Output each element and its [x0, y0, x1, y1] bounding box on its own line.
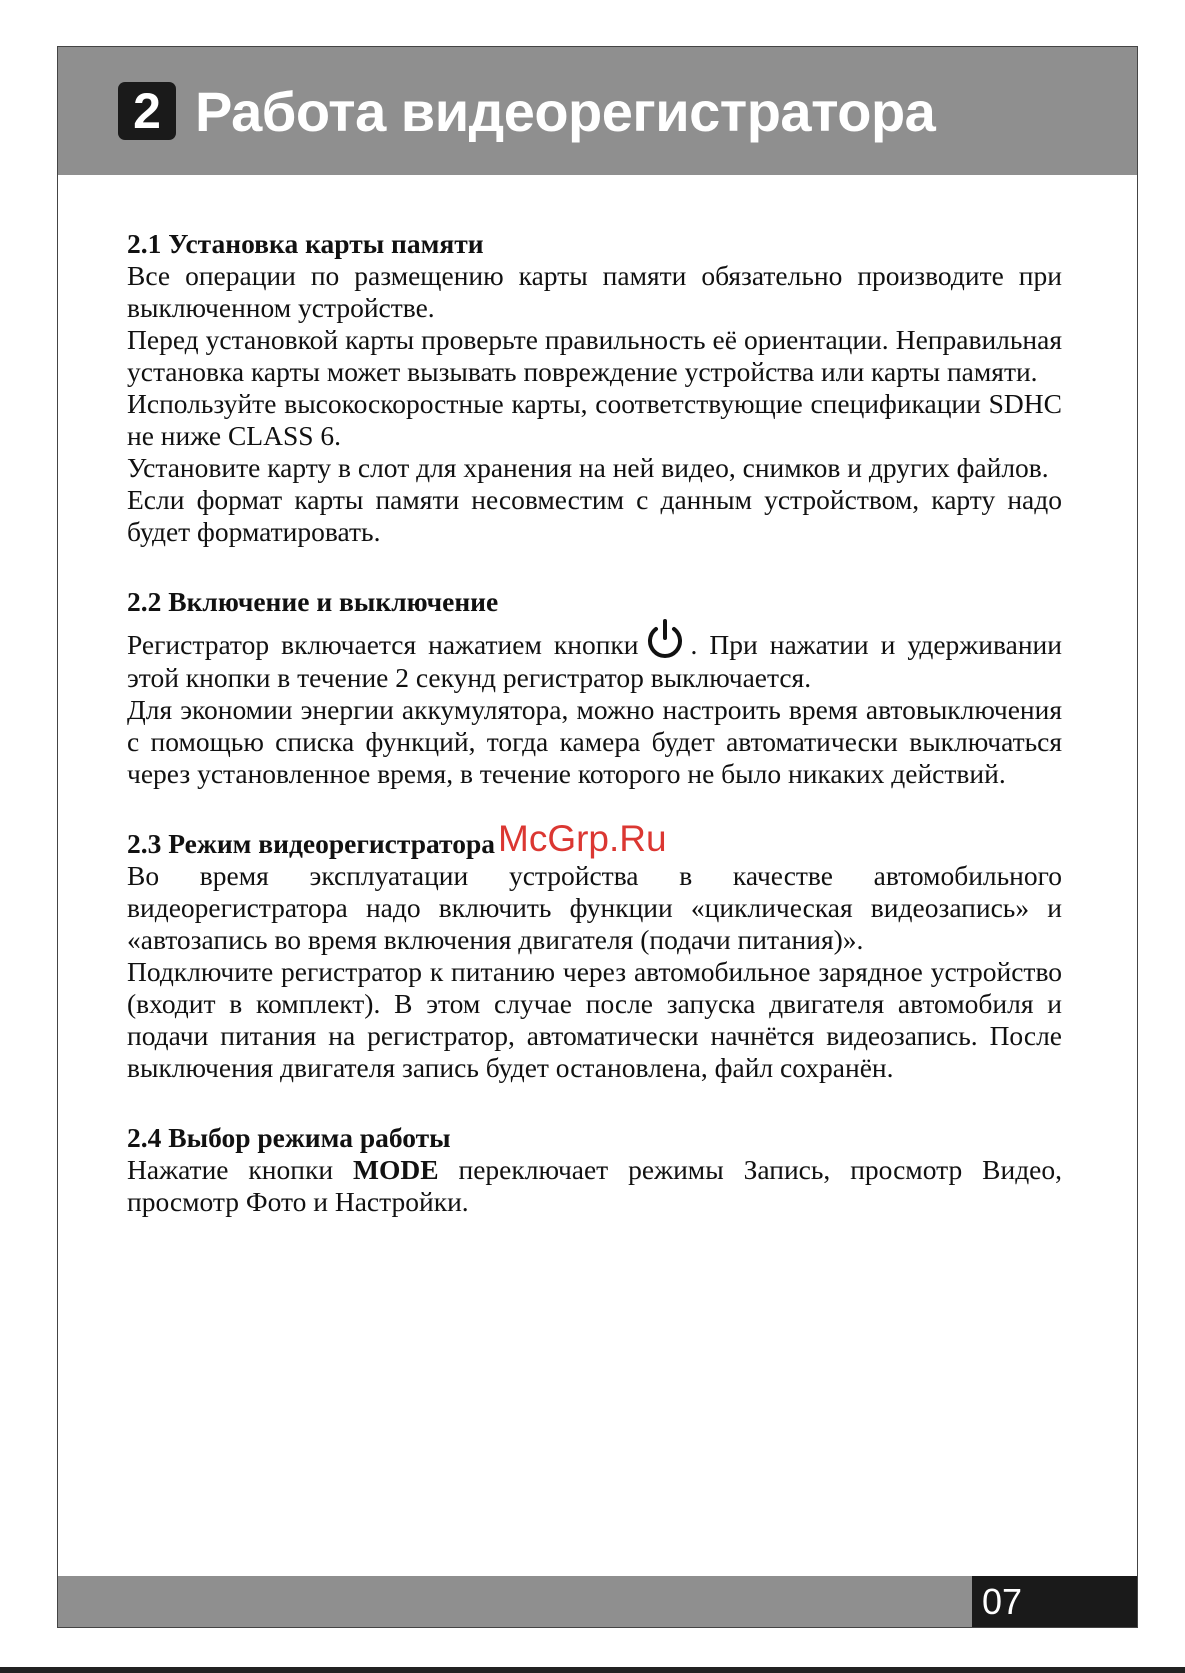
- mode-text-before: Нажатие кнопки: [127, 1154, 334, 1185]
- paragraph: Для экономии энергии аккумулятора, можно настроить время автовыключения с помощью списка функций, тогда камера будет автоматически выключаться через установленное время, в течение которого не было никаких действий.: [127, 694, 1062, 789]
- section-2-4: [127, 1122, 1062, 1218]
- section-2-1: [127, 228, 1062, 548]
- chapter-number-badge: 2: [118, 82, 176, 140]
- power-text-before: Регистратор включается нажатием кнопки: [127, 629, 639, 660]
- section-heading: 2.4 Выбор режима работы: [127, 1122, 451, 1153]
- paragraph: Подключите регистратор к питанию через автомобильное зарядное устройство (входит в комплект). В этом случае после запуска двигателя автомобиля и подачи питания на регистратор, автоматически начнётся видеозапись. После выключения двигателя запись будет остановлена, файл сохранён.: [127, 956, 1062, 1083]
- section-2-2: [127, 586, 1062, 790]
- paragraph: Если формат карты памяти несовместим с данным устройством, карту надо будет форматировать.: [127, 484, 1062, 547]
- chapter-title: Работа видеорегистратора: [195, 80, 936, 143]
- mode-button-label: MODE: [352, 1154, 439, 1185]
- paragraph: Во время эксплуатации устройства в качестве автомобильного видеорегистратора надо включить функции «циклическая видеозапись» и «автозапись во время включения двигателя (подачи питания)».: [127, 860, 1062, 955]
- section-heading: 2.2 Включение и выключение: [127, 586, 499, 617]
- section-2-3: [127, 828, 1062, 1084]
- watermark: McGrp.Ru: [498, 818, 667, 859]
- paragraph-mode-button: [127, 1154, 1062, 1218]
- power-text-after: . При нажатии и удерживании этой кнопки в течение 2 секунд регистратор выключается.: [127, 629, 1062, 693]
- bottom-rule: [0, 1667, 1185, 1673]
- paragraph: Все операции по размещению карты памяти обязательно производите при выключенном устройстве.: [127, 260, 1062, 323]
- paragraph-power-button: [127, 618, 1062, 694]
- paragraph: Используйте высокоскоростные карты, соответствующие спецификации SDHC не ниже CLASS 6.: [127, 388, 1062, 451]
- page-content: [127, 228, 1062, 1256]
- section-heading: 2.1 Установка карты памяти: [127, 228, 484, 259]
- mode-text-after: переключает режимы Запись, просмотр Видео, просмотр Фото и Настройки.: [127, 1154, 1063, 1217]
- paragraph: Установите карту в слот для хранения на ней видео, снимков и других файлов.: [127, 452, 1049, 483]
- paragraph: Перед установкой карты проверьте правильность её ориентации. Неправильная установка карты может вызывать повреждение устройства или карты памяти.: [127, 324, 1062, 387]
- page-number: 07: [972, 1576, 1137, 1627]
- power-icon: [643, 618, 687, 662]
- section-heading: 2.3 Режим видеорегистратора: [127, 828, 496, 859]
